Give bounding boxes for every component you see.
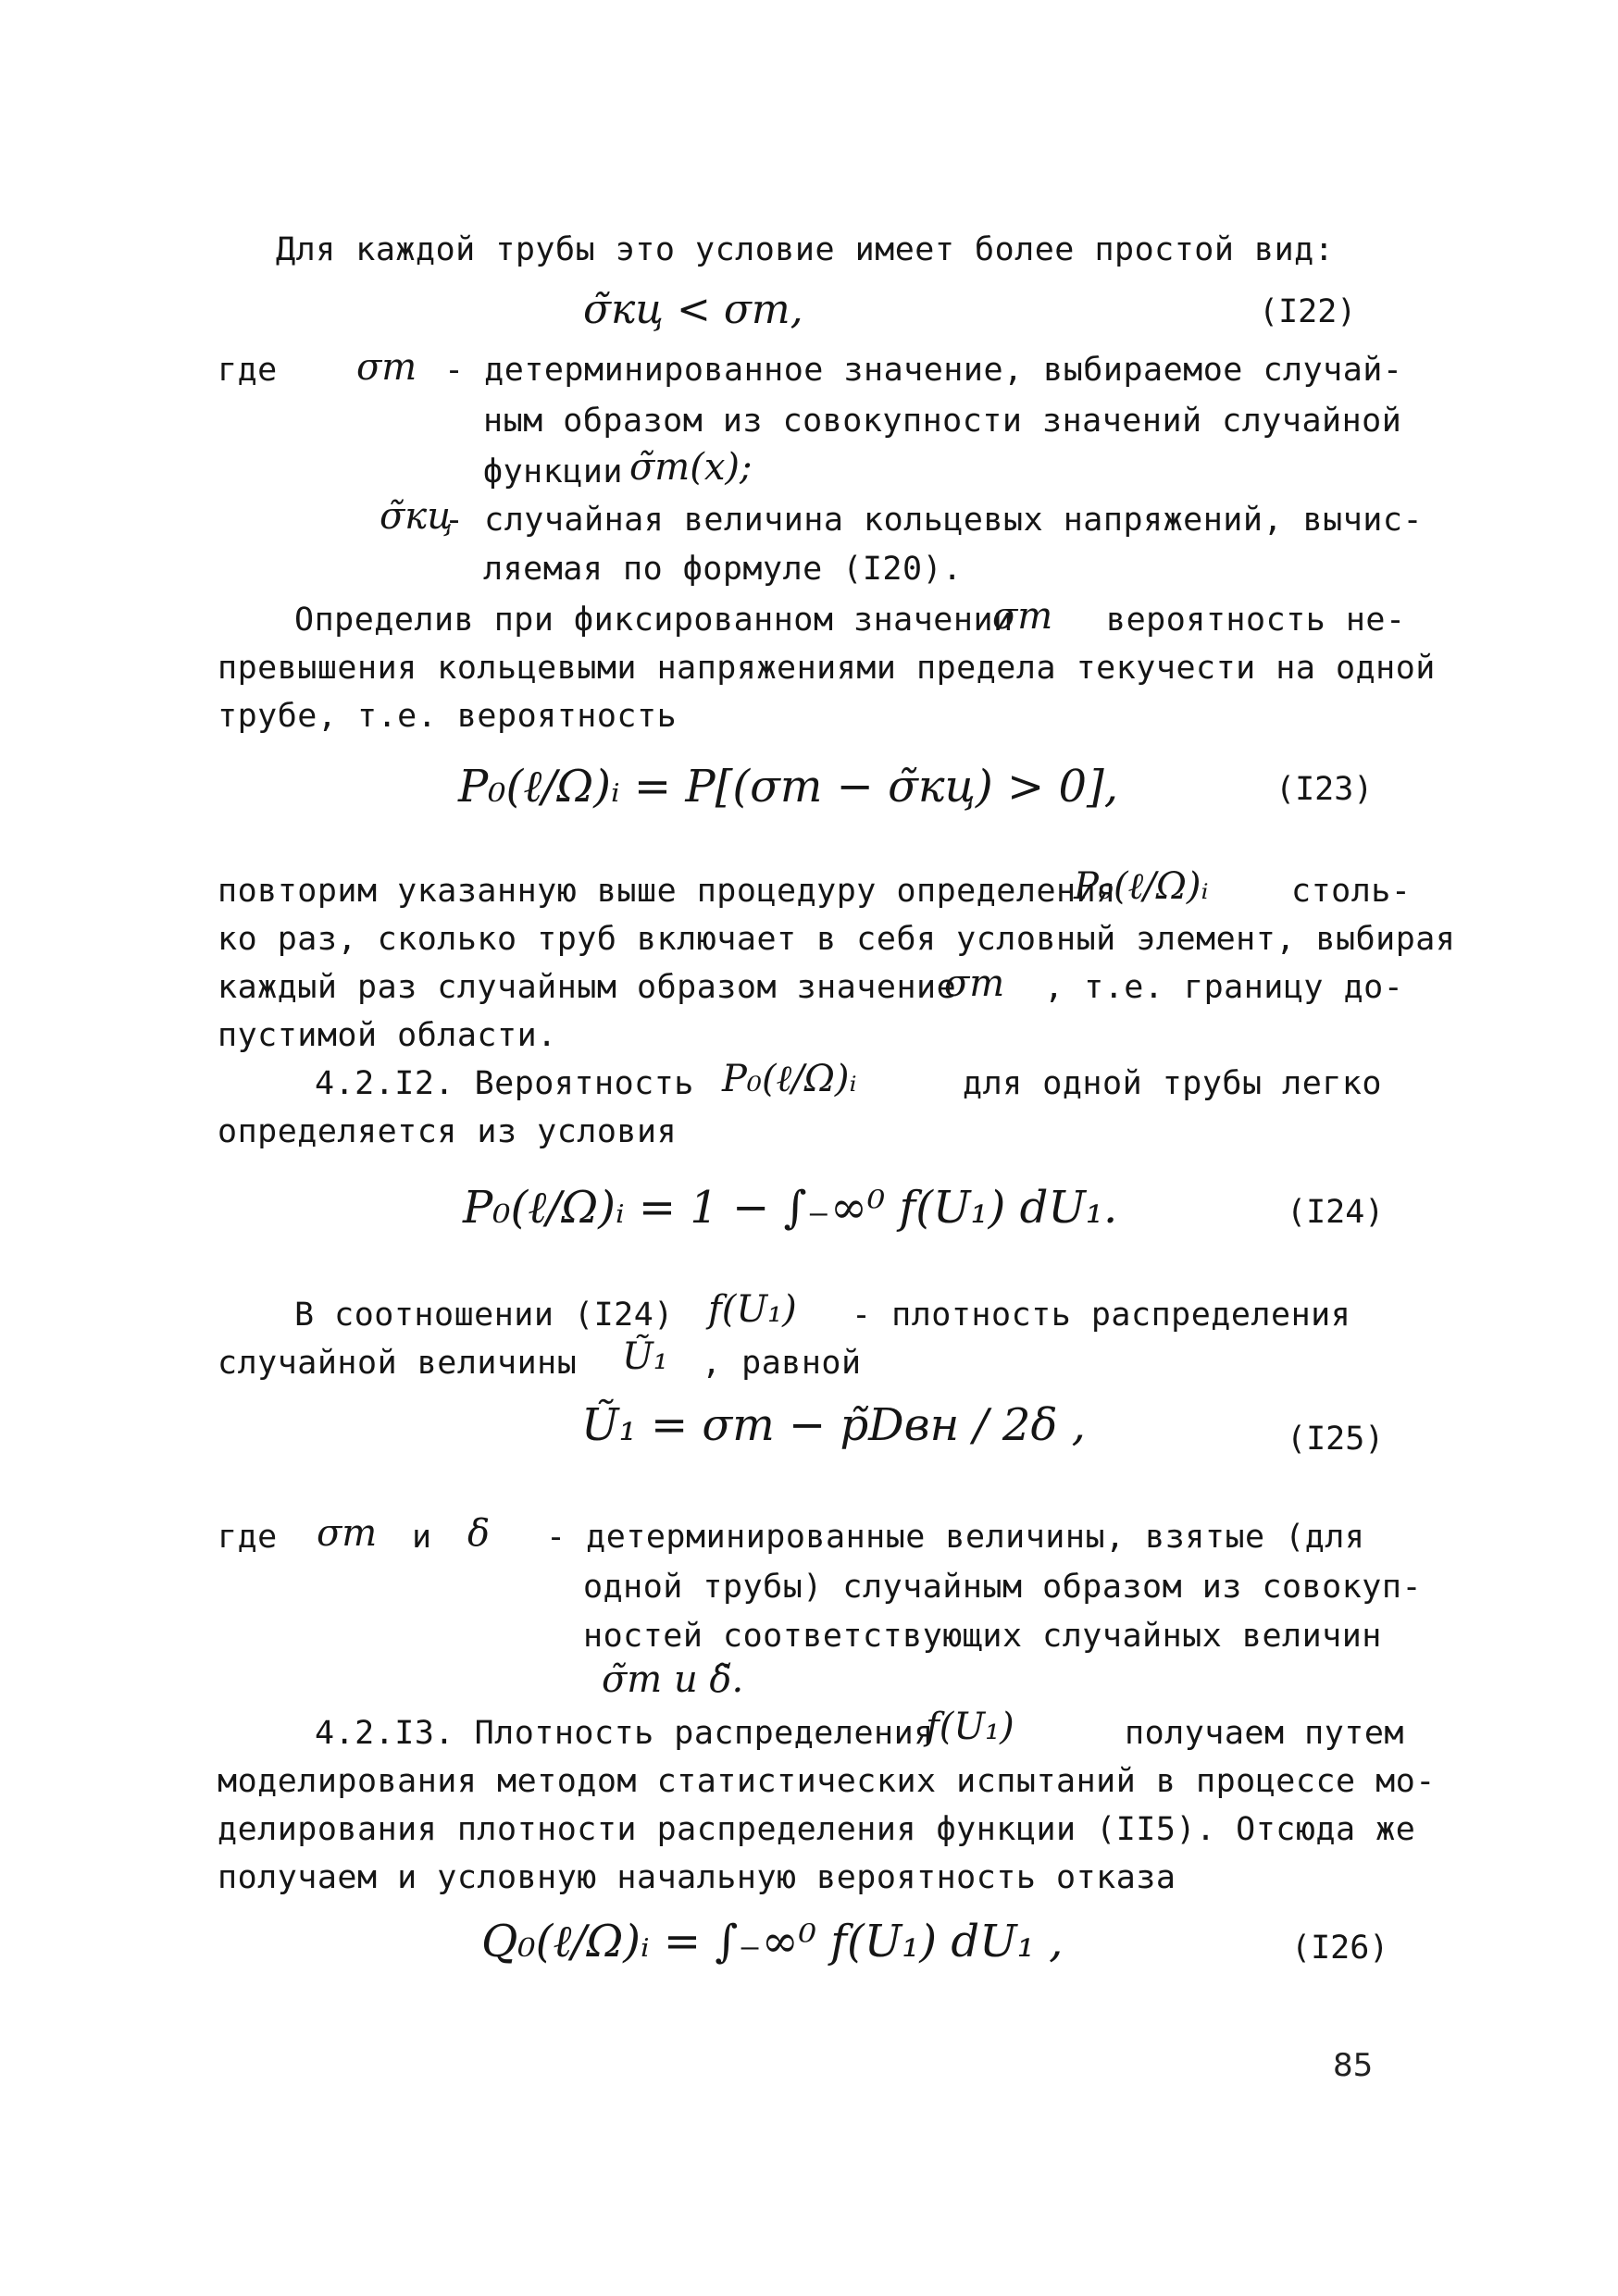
symbol-sigma-t: σт (356, 346, 417, 389)
text-line: случайной величины (218, 1345, 578, 1382)
text-line: Для каждой трубы это условие имеет более простой вид: (276, 231, 1335, 268)
text-line: функции (483, 453, 624, 490)
equation-123: P₀(ℓ/Ω)ᵢ = P[(σт − σ̃кц) > 0], (458, 761, 1119, 813)
symbol-delta: δ (467, 1512, 491, 1555)
text-line: получаем и условную начальную вероятность отказа (218, 1859, 1176, 1896)
symbol-sigma-t: σт (992, 595, 1053, 638)
text-line: ляемая по формуле (I20). (483, 551, 963, 588)
text-line: моделирования методом статистических испытаний в процессе мо- (218, 1763, 1436, 1800)
text-line: определяется из условия (218, 1113, 678, 1150)
text-line: - детерминированное значение, выбираемое случай- (444, 352, 1403, 389)
equation-number-122: (I22) (1259, 293, 1357, 330)
symbol-sigma-t: σт (317, 1512, 378, 1555)
text-line: вероятность не- (1106, 602, 1406, 639)
text-line: - плотность распределения (852, 1297, 1351, 1334)
symbol-sigma-kc: σ̃кц (380, 495, 454, 538)
equation-124: P₀(ℓ/Ω)ᵢ = 1 − ∫₋∞⁰ f(U₁) dU₁. (463, 1182, 1118, 1234)
text-line: ностей соответствующих случайных величин (583, 1618, 1382, 1655)
text-line: В соотношении (I24) (294, 1297, 674, 1334)
equation-122: σ̃кц < σт, (583, 286, 803, 333)
symbol-p0: P₀(ℓ/Ω)ᵢ (722, 1058, 857, 1100)
text-line: где (218, 1519, 278, 1556)
symbol-u1: Ũ₁ (622, 1335, 668, 1378)
text-line: столь- (1291, 873, 1412, 910)
text-line: ко раз, сколько труб включает в себя условный элемент, выбирая (218, 921, 1456, 958)
text-line: где (218, 352, 278, 389)
equation-number-126: (I26) (1291, 1930, 1389, 1967)
text-line: - детерминированные величины, взятые (для (546, 1519, 1365, 1556)
text-line: для одной трубы легко (963, 1065, 1383, 1102)
symbol-sigma-t-x: σ̃т(x); (629, 446, 753, 489)
symbol-sigma-t-and-delta: σ̃т и δ̃. (602, 1658, 744, 1701)
text-line: , т.е. границу до- (1044, 969, 1404, 1006)
symbol-p0: P₀(ℓ/Ω)ᵢ (1074, 865, 1209, 908)
text-line: превышения кольцевыми напряжениями предела текучести на одной (218, 650, 1436, 687)
equation-number-124: (I24) (1287, 1194, 1385, 1231)
text-line: , равной (702, 1345, 862, 1382)
text-line: ным образом из совокупности значений случайной (483, 403, 1402, 440)
text-line: одной трубы) случайным образом из совокуп- (583, 1569, 1423, 1606)
equation-number-125: (I25) (1287, 1421, 1385, 1458)
text-line: и (412, 1519, 432, 1556)
text-line: получаем путем (1125, 1715, 1405, 1752)
text-line: делирования плотности распределения функции (II5). Отсюда же (218, 1811, 1416, 1848)
text-line: пустимой области. (218, 1017, 557, 1054)
text-line: - случайная величина кольцевых напряжений, вычис- (444, 502, 1424, 539)
symbol-sigma-t: σт (944, 962, 1005, 1005)
equation-126: Q₀(ℓ/Ω)ᵢ = ∫₋∞⁰ f(U₁) dU₁ , (481, 1916, 1064, 1967)
text-line: повторим указанную выше процедуру определения (218, 873, 1116, 910)
text-line: каждый раз случайным образом значение (218, 969, 957, 1006)
symbol-f-u1: f(U₁) (926, 1706, 1014, 1748)
text-line: Определив при фиксированном значении (294, 602, 1014, 639)
section-4-2-13-heading: 4.2.I3. Плотность распределения (315, 1715, 934, 1752)
equation-125: Ũ₁ = σт − p̃Dвн / 2δ , (581, 1399, 1086, 1451)
page-number: 85 (1333, 2047, 1374, 2084)
section-4-2-12-heading: 4.2.I2. Вероятность (315, 1065, 694, 1102)
equation-number-123: (I23) (1276, 771, 1374, 808)
text-line: трубе, т.е. вероятность (218, 698, 678, 735)
symbol-f-u1: f(U₁) (708, 1288, 797, 1331)
